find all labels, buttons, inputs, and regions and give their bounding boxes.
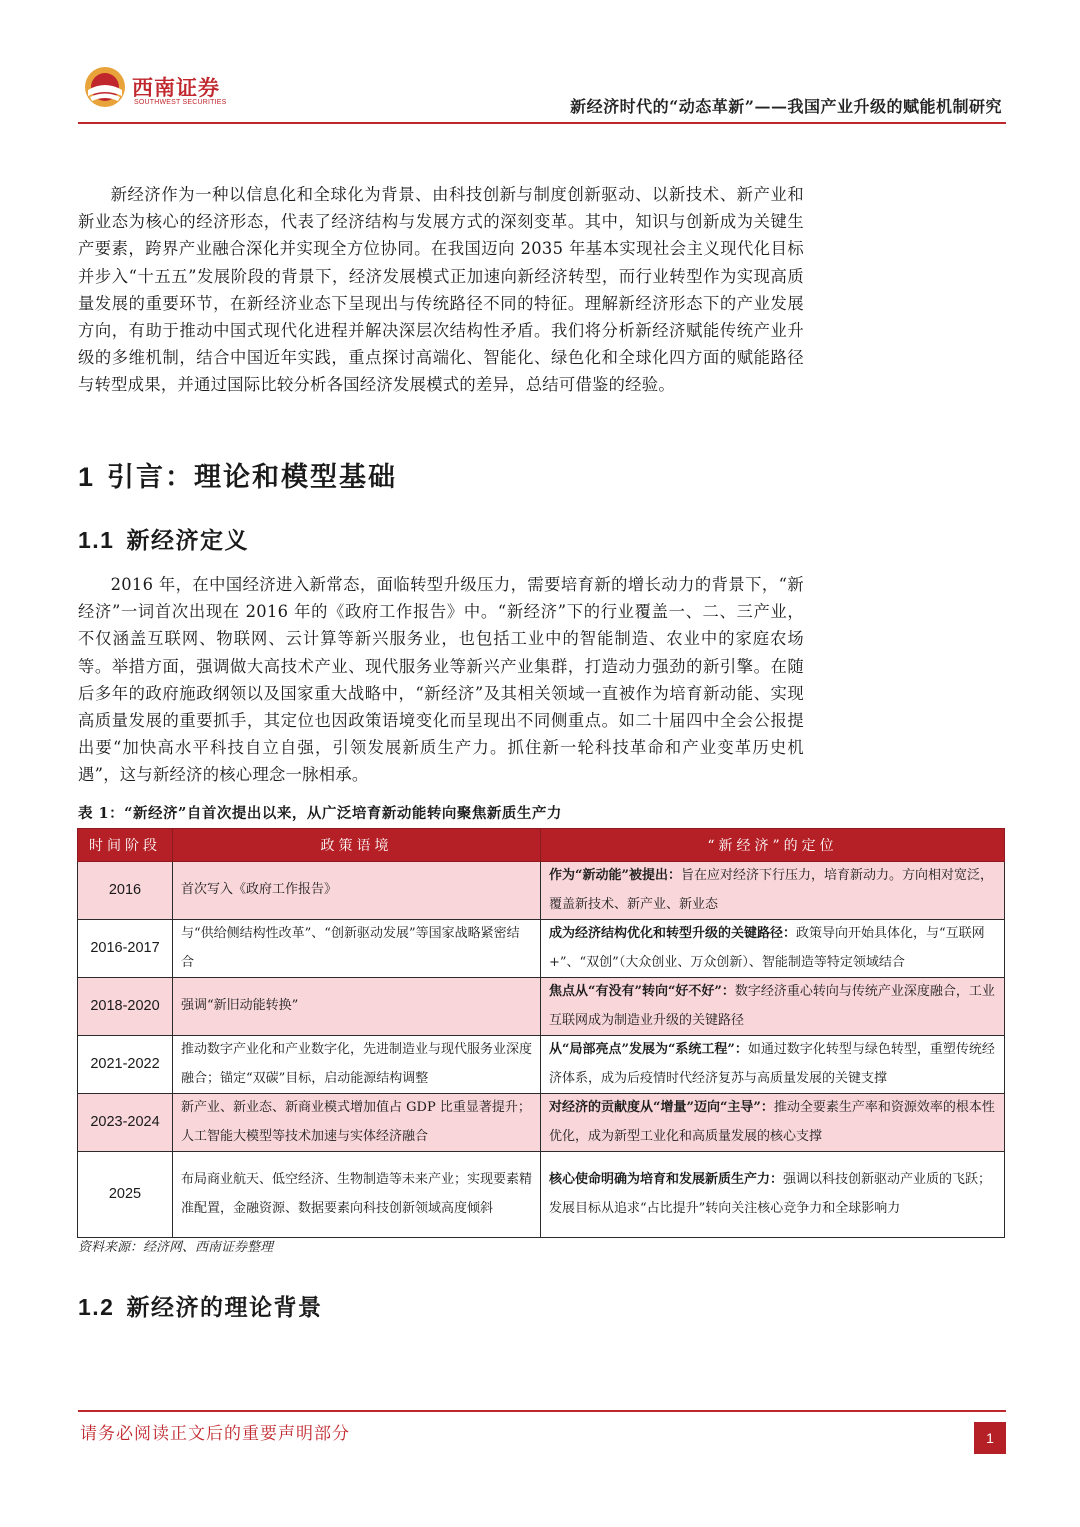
table-caption: 表 1：“新经济”自首次提出以来，从广泛培育新动能转向聚焦新质生产力 [78, 805, 562, 822]
context-cell: 布局商业航天、低空经济、生物制造等未来产业；实现要素精准配置，金融资源、数据要素向科技创新领域高度倾斜 [173, 1152, 541, 1238]
section-1-heading [78, 455, 397, 494]
position-text: 推动全要素生产率和资源效率的根本性优化，成为新型工业化和高质量发展的核心支撑 [549, 1100, 995, 1144]
position-lead: 从“局部亮点”发展为“系统工程”： [549, 1042, 748, 1057]
table-row [78, 1152, 1005, 1238]
position-cell [541, 1152, 1005, 1238]
logo-english-name: SOUTHWEST SECURITIES [134, 99, 227, 106]
section-number: 1 [78, 462, 96, 492]
column-header: “新经济”的定位 [541, 829, 1005, 862]
position-cell [541, 862, 1005, 920]
page-header [78, 60, 1006, 124]
period-cell: 2016 [78, 862, 173, 920]
position-lead: 对经济的贡献度从“增量”迈向“主导”： [549, 1100, 774, 1115]
section-title: 新经济定义 [126, 527, 249, 554]
period-cell: 2025 [78, 1152, 173, 1238]
context-cell: 新产业、新业态、新商业模式增加值占 GDP 比重显著提升；人工智能大模型等技术加速与实体经济融合 [173, 1094, 541, 1152]
column-header: 政策语境 [173, 829, 541, 862]
table-source: 资料来源：经济网、西南证券整理 [78, 1240, 274, 1255]
section-title: 新经济的理论背景 [126, 1294, 323, 1321]
position-text: 数字经济重心转向与传统产业深度融合，工业互联网成为制造业升级的关键路径 [549, 984, 995, 1028]
table-row [78, 1036, 1005, 1094]
section-number: 1.2 [78, 1294, 115, 1320]
position-lead: 焦点从“有没有”转向“好不好”： [549, 984, 735, 999]
company-logo [84, 66, 234, 110]
position-text: 旨在应对经济下行压力，培育新动力。方向相对宽泛，覆盖新技术、新产业、新业态 [549, 868, 993, 912]
period-cell: 2016-2017 [78, 920, 173, 978]
period-cell: 2021-2022 [78, 1036, 173, 1094]
table-row [78, 920, 1005, 978]
definition-paragraph: 2016 年，在中国经济进入新常态，面临转型升级压力，需要培育新的增长动力的背景下，“新经济”一词首次出现在 2016 年的《政府工作报告》中。“新经济”下的行业覆盖一、二、三产业，不仅涵盖互联网、物联网、云计算等新兴服务业，也包括工业中的智能制造、农业中的家庭农场等。举措方面，强调做大高技术产业、现代服务业等新兴产业集群，打造动力强劲的新引擎。在随后多年的政府施政纲领以及国家重大战略中，“新经济”及其相关领域一直被作为培育新动能、实现高质量发展的重要抓手，其定位也因政策语境变化而呈现出不同侧重点。如二十届四中全会公报提出要“加快高水平科技自立自强，引领发展新质生产力。抓住新一轮科技革命和产业变革历史机遇”，这与新经济的核心理念一脉相承。 [78, 575, 804, 785]
position-lead: 作为“新动能”被提出： [549, 868, 681, 883]
table-header-row [78, 829, 1005, 862]
disclaimer-notice: 请务必阅读正文后的重要声明部分 [80, 1424, 350, 1444]
section-title: 引言：理论和模型基础 [107, 462, 398, 493]
position-text: 政策导向开始具体化，与“互联网+”、“双创”（大众创业、万众创新）、智能制造等特定领域结合 [549, 926, 985, 970]
policy-table [77, 828, 1005, 1238]
report-title: 新经济时代的“动态革新”——我国产业升级的赋能机制研究 [570, 97, 1002, 116]
page-footer [78, 1410, 1006, 1457]
context-cell: 推动数字产业化和产业数字化，先进制造业与现代服务业深度融合；锚定“双碳”目标，启动能源结构调整 [173, 1036, 541, 1094]
page-number: 1 [974, 1422, 1006, 1454]
position-cell [541, 978, 1005, 1036]
intro-paragraph: 新经济作为一种以信息化和全球化为背景、由科技创新与制度创新驱动、以新技术、新产业和新业态为核心的经济形态，代表了经济结构与发展方式的深刻变革。其中，知识与创新成为关键生产要素，跨界产业融合深化并实现全方位协同。在我国迈向 2035 年基本实现社会主义现代化目标并步入“十五五”发展阶段的背景下，经济发展模式正加速向新经济转型，而行业转型作为实现高质量发展的重要环节，在新经济业态下呈现出与传统路径不同的特征。理解新经济形态下的产业发展方向，有助于推动中国式现代化进程并解决深层次结构性矛盾。我们将分析新经济赋能传统产业升级的多维机制，结合中国近年实践，重点探讨高端化、智能化、绿色化和全球化四方面的赋能路径与转型成果，并通过国际比较分析各国经济发展模式的差异，总结可借鉴的经验。 [78, 185, 804, 395]
position-lead: 成为经济结构优化和转型升级的关键路径： [549, 926, 797, 941]
period-cell: 2023-2024 [78, 1094, 173, 1152]
period-cell: 2018-2020 [78, 978, 173, 1036]
logo-chinese-name: 西南证券 [132, 75, 220, 100]
context-cell: 强调“新旧动能转换” [173, 978, 541, 1036]
context-cell: 与“供给侧结构性改革”、“创新驱动发展”等国家战略紧密结合 [173, 920, 541, 978]
position-cell [541, 920, 1005, 978]
context-cell: 首次写入《政府工作报告》 [173, 862, 541, 920]
table-row [78, 978, 1005, 1036]
table-row [78, 862, 1005, 920]
position-text: 如通过数字化转型与绿色转型，重塑传统经济体系，成为后疫情时代经济复苏与高质量发展的关键支撑 [549, 1042, 995, 1086]
column-header: 时间阶段 [78, 829, 173, 862]
section-1-1-heading [78, 522, 249, 555]
sun-logo-icon [84, 66, 126, 108]
position-cell [541, 1036, 1005, 1094]
table-row [78, 1094, 1005, 1152]
position-text: 强调以科技创新驱动产业质的飞跃；发展目标从追求“占比提升”转向关注核心竞争力和全球影响力 [549, 1172, 992, 1216]
section-1-2-heading [78, 1289, 322, 1322]
position-lead: 核心使命明确为培育和发展新质生产力： [549, 1172, 784, 1187]
section-number: 1.1 [78, 527, 115, 553]
position-cell [541, 1094, 1005, 1152]
